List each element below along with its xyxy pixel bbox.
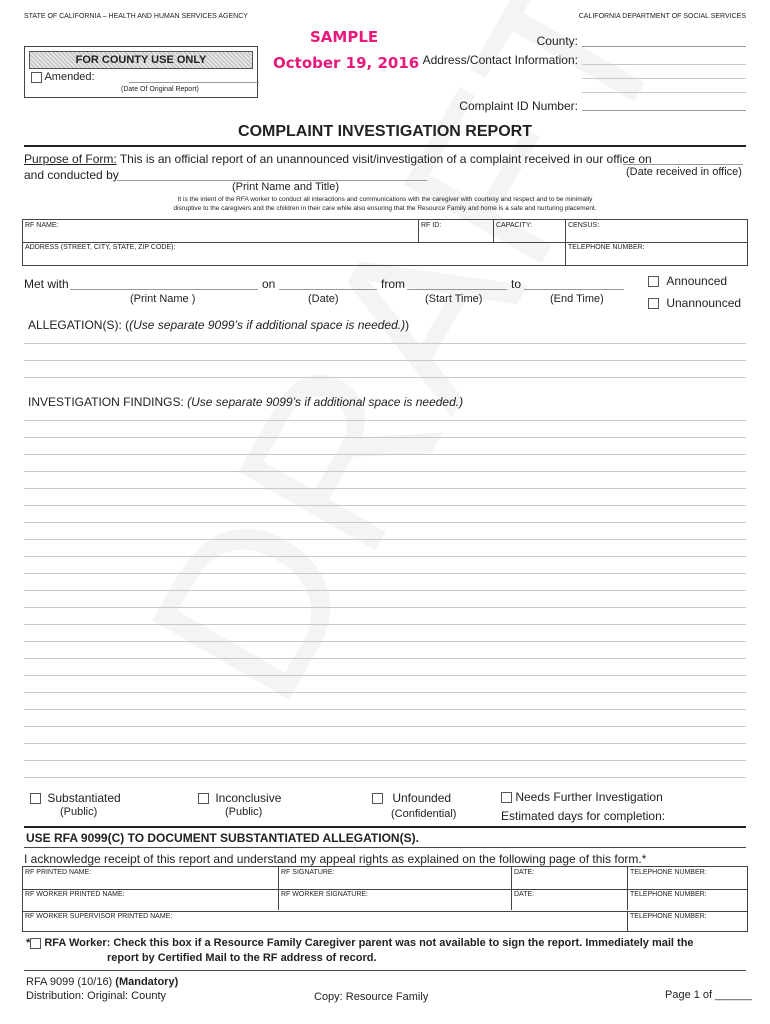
purpose-line (24, 152, 652, 166)
rf-date-cell[interactable] (512, 867, 628, 889)
needs-further-option[interactable] (501, 790, 663, 804)
county-use-title: FOR COUNTY USE ONLY (29, 51, 253, 69)
findings-line[interactable] (24, 573, 746, 574)
purpose-text: This is an official report of an unannounced visit/investigation of a complaint received in our office on (119, 152, 652, 166)
public-caption-1: (Public) (60, 806, 98, 818)
supervisor-phone-cell[interactable] (628, 911, 747, 931)
worker-phone-label: TELEPHONE NUMBER: (630, 891, 707, 898)
address-line-2[interactable] (582, 78, 746, 79)
rf-name-label: RF NAME: (25, 222, 59, 229)
intent-line-2: disruptive to the caregivers and the children in their care while also ensuring that the Resource Family and home is a safe and nurturing placement. (173, 205, 597, 212)
address-cell[interactable] (23, 242, 566, 265)
allegations-note: (Use separate 9099’s if additional space is needed.) (129, 318, 406, 332)
acknowledge-rule (24, 847, 746, 848)
findings-line[interactable] (24, 420, 746, 421)
rf-phone-label: TELEPHONE NUMBER: (630, 869, 707, 876)
public-caption-2: (Public) (225, 806, 263, 818)
rfa-worker-line-2: report by Certified Mail to the RF address of record. (107, 952, 377, 964)
department-header: CALIFORNIA DEPARTMENT OF SOCIAL SERVICES (578, 13, 746, 20)
use-rfa-instruction: USE RFA 9099(C) TO DOCUMENT SUBSTANTIATED ALLEGATION(S). (26, 831, 419, 845)
findings-line[interactable] (24, 777, 746, 778)
amended-date-field[interactable] (129, 82, 259, 83)
purpose-label: Purpose of Form: (24, 152, 117, 166)
findings-note: (Use separate 9099’s if additional space is needed.) (187, 395, 464, 409)
from-label: from (381, 277, 405, 291)
footer-rule (24, 970, 746, 971)
findings-line[interactable] (24, 522, 746, 523)
findings-line[interactable] (24, 590, 746, 591)
rfa-worker-label: RFA Worker: (44, 937, 111, 949)
findings-line[interactable] (24, 488, 746, 489)
signature-row-1 (23, 867, 747, 890)
rf-signature-cell[interactable] (279, 867, 512, 889)
amended-label: Amended: (44, 71, 95, 83)
use-rfa-rule (24, 826, 746, 828)
mandatory-tag: (Mandatory) (115, 976, 179, 988)
signature-row-2 (23, 889, 747, 912)
rf-name-cell[interactable] (23, 220, 419, 242)
start-time-field[interactable] (407, 289, 507, 290)
acknowledge-statement: I acknowledge receipt of this report and understand my appeal rights as explained on the following page of this form.* (24, 852, 647, 866)
findings-line[interactable] (24, 505, 746, 506)
form-id-number: RFA 9099 (10/16) (26, 976, 113, 988)
date-received-field[interactable] (623, 164, 743, 165)
met-with-field[interactable] (70, 289, 258, 290)
findings-line[interactable] (24, 675, 746, 676)
intent-statement (0, 195, 770, 213)
address-line-1[interactable] (582, 64, 746, 65)
worker-printed-name-cell[interactable] (23, 889, 279, 910)
findings-line[interactable] (24, 641, 746, 642)
confidential-caption: (Confidential) (391, 808, 457, 820)
complaint-id-field[interactable] (582, 110, 746, 111)
print-name-caption: (Print Name ) (130, 293, 196, 305)
findings-line[interactable] (24, 539, 746, 540)
print-name-title-caption: (Print Name and Title) (232, 181, 339, 193)
substantiated-checkbox[interactable] (30, 793, 41, 804)
rf-printed-name-cell[interactable] (23, 867, 279, 889)
county-use-box (24, 46, 258, 98)
rf-date-label: DATE: (514, 869, 535, 876)
census-label: CENSUS: (568, 222, 600, 229)
rf-info-table (22, 219, 748, 266)
unannounced-label: Unannounced (666, 296, 742, 310)
findings-line[interactable] (24, 709, 746, 710)
allegation-line[interactable] (24, 343, 746, 344)
amended-checkbox[interactable] (31, 72, 42, 83)
findings-line[interactable] (24, 624, 746, 625)
findings-line[interactable] (24, 437, 746, 438)
rf-telephone-cell[interactable] (566, 242, 747, 265)
met-with-label: Met with (24, 277, 69, 291)
findings-line[interactable] (24, 658, 746, 659)
address-line-3[interactable] (582, 92, 746, 93)
to-label: to (511, 277, 522, 291)
signature-table (22, 866, 748, 932)
date-received-caption: (Date received in office) (626, 166, 742, 178)
intent-line-1: It is the intent of the RFA worker to conduct all interactions and communications with the caregiver with courtesy and respect and to be minimally (177, 196, 593, 203)
worker-signature-label: RF WORKER SIGNATURE: (281, 891, 368, 898)
address-contact-label: Address/Contact Information: (422, 53, 578, 67)
supervisor-printed-name-cell[interactable] (23, 911, 628, 931)
distribution-text: Distribution: Original: County (26, 990, 167, 1002)
findings-heading (28, 395, 463, 409)
rf-info-row-1 (23, 220, 747, 243)
worker-printed-name-label: RF WORKER PRINTED NAME: (25, 891, 125, 898)
inconclusive-label: Inconclusive (215, 791, 282, 805)
county-field[interactable] (582, 46, 746, 47)
needs-further-label: Needs Further Investigation (515, 790, 663, 804)
worker-date-cell[interactable] (512, 889, 628, 910)
end-time-field[interactable] (524, 289, 624, 290)
allegation-line[interactable] (24, 377, 746, 378)
inconclusive-option[interactable] (198, 791, 281, 805)
estimated-days-label: Estimated days for completion: (501, 809, 666, 823)
sample-date-stamp: October 19, 2016 (273, 54, 420, 72)
rfa-worker-checkbox[interactable] (30, 938, 41, 949)
findings-line[interactable] (24, 607, 746, 608)
visit-date-field[interactable] (279, 289, 377, 290)
sample-stamp: SAMPLE (310, 28, 379, 46)
amended-row (31, 71, 95, 83)
capacity-label: CAPACITY: (496, 222, 533, 229)
draft-watermark (96, 0, 724, 743)
findings-label: INVESTIGATION FINDINGS: (28, 395, 184, 409)
rfa-worker-notice (26, 936, 746, 966)
rf-phone-cell[interactable] (628, 867, 747, 889)
allegation-line[interactable] (24, 360, 746, 361)
agency-header: STATE OF CALIFORNIA – HEALTH AND HUMAN SERVICES AGENCY (24, 13, 248, 20)
findings-line[interactable] (24, 692, 746, 693)
substantiated-label: Substantiated (47, 791, 121, 805)
county-label: County: (536, 34, 578, 48)
end-time-caption: (End Time) (550, 293, 604, 305)
allegations-heading: ALLEGATION(S): ((Use separate 9099’s if additional space is needed.)) (28, 318, 410, 332)
supervisor-phone-label: TELEPHONE NUMBER: (630, 913, 707, 920)
findings-line[interactable] (24, 726, 746, 727)
findings-line[interactable] (24, 760, 746, 761)
announced-option[interactable] (648, 274, 727, 288)
rfa-worker-star: * (26, 937, 31, 949)
census-cell[interactable] (566, 220, 747, 242)
capacity-cell[interactable] (494, 220, 566, 242)
rf-telephone-label: TELEPHONE NUMBER: (568, 244, 645, 251)
findings-line[interactable] (24, 471, 746, 472)
unannounced-option[interactable] (648, 296, 741, 310)
worker-phone-cell[interactable] (628, 889, 747, 910)
date-caption: (Date) (308, 293, 339, 305)
rfa-worker-line-1: Check this box if a Resource Family Caregiver parent was not available to sign the report. Immediately mail the (113, 937, 694, 949)
allegations-label: ALLEGATION(S): (28, 318, 122, 332)
unfounded-option[interactable] (372, 791, 451, 805)
needs-further-checkbox[interactable] (501, 792, 512, 803)
form-id (26, 976, 178, 988)
findings-line[interactable] (24, 454, 746, 455)
inconclusive-checkbox[interactable] (198, 793, 209, 804)
rf-signature-label: RF SIGNATURE: (281, 869, 335, 876)
on-label: on (262, 277, 276, 291)
worker-date-label: DATE: (514, 891, 535, 898)
unfounded-label: Unfounded (392, 791, 452, 805)
conducted-by-label: and conducted by (24, 168, 119, 182)
copy-text: Copy: Resource Family (314, 991, 429, 1003)
page-number: Page 1 of ______ (665, 989, 752, 1001)
findings-line[interactable] (24, 556, 746, 557)
substantiated-option[interactable] (30, 791, 121, 805)
unannounced-checkbox[interactable] (648, 298, 659, 309)
rf-id-label: RF ID: (421, 222, 442, 229)
announced-label: Announced (666, 274, 728, 288)
title-rule (24, 145, 746, 147)
start-time-caption: (Start Time) (425, 293, 483, 305)
amended-date-caption: (Date Of Original Report) (121, 86, 199, 93)
rf-id-cell[interactable] (419, 220, 494, 242)
announced-checkbox[interactable] (648, 276, 659, 287)
form-title: COMPLAINT INVESTIGATION REPORT (238, 123, 532, 140)
supervisor-printed-name-label: RF WORKER SUPERVISOR PRINTED NAME: (25, 913, 173, 920)
worker-signature-cell[interactable] (279, 889, 512, 910)
unfounded-checkbox[interactable] (372, 793, 383, 804)
findings-line[interactable] (24, 743, 746, 744)
address-label: ADDRESS (STREET, CITY, STATE, ZIP CODE): (25, 244, 176, 251)
rf-printed-name-label: RF PRINTED NAME: (25, 869, 92, 876)
complaint-id-label: Complaint ID Number: (459, 99, 578, 113)
